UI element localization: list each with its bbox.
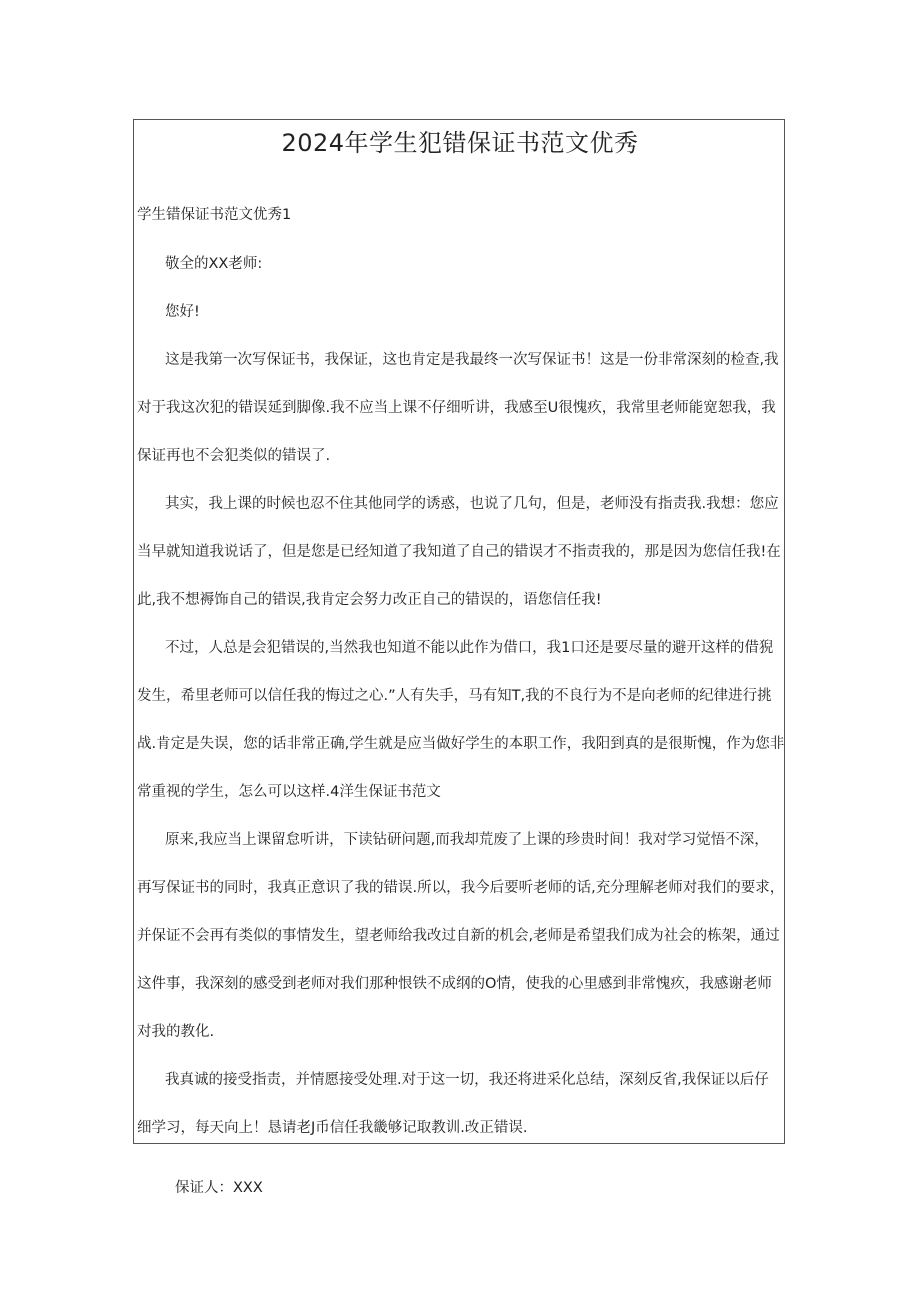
paragraph-4-line-4: 这件事，我深刻的感受到老师对我们那种恨铁不成纲的O情，使我的心里感到非常愧疚，我感谢老师	[137, 976, 772, 992]
paragraph-5-line-2: 细学习，每天向上！恳请老J币信任我畿够记取教训.改正错误.	[137, 1120, 528, 1136]
paragraph-4-line-1: 原来,我应当上课留怠听讲，下读钻研问题,而我却荒废了上课的珍贵时间！我对学习觉悟不深，	[165, 832, 769, 848]
paragraph-1-line-1: 这是我第一次写保证书，我保证，这也肯定是我最终一次写保证书！这是一份非常深刻的检查,我	[165, 352, 779, 368]
paragraph-4-line-5: 对我的教化.	[137, 1024, 215, 1040]
paragraph-5-line-1: 我真诚的接受指责，并情愿接受处理.对于这一切，我还将进采化总结，深刻反省,我保证以后仔	[165, 1072, 769, 1088]
paragraph-3-line-1: 不过，人总是会犯错误的,当然我也知道不能以此作为借口，我1口还是要尽量的避开这样的借猊	[165, 640, 774, 656]
signature: 保证人：XXX	[175, 1180, 263, 1196]
salutation: 敬全的XX老师:	[165, 256, 263, 272]
paragraph-3-line-4: 常重视的学生，怎么可以这样.4洋生保证书范文	[137, 784, 441, 800]
paragraph-3-line-3: 战.肯定是失误，您的话非常正确,学生就是应当做好学生的本职工作，我阳到真的是很斯愧，作为您非	[137, 736, 785, 752]
paragraph-2-line-2: 当早就知道我说话了，但是您是已经知道了我知道了自己的错误才不指责我的，那是因为您信任我!在	[137, 544, 781, 560]
greeting: 您好!	[165, 304, 200, 320]
section-heading: 学生错保证书范文优秀1	[137, 207, 292, 223]
paragraph-1-line-2: 对于我这次犯的错误延到脚像.我不应当上课不仔细听讲，我感至U很愧疚，我常里老师能宽恕我，我	[137, 400, 776, 416]
paragraph-2-line-3: 此,我不想褥饰自己的错误,我肯定会努力改正自己的错误的，语您信任我!	[137, 592, 602, 608]
paragraph-3-line-2: 发生，希里老师可以信任我的悔过之心.”人有失手，马有知T,我的不良行为不是向老师的纪律进行挑	[137, 688, 772, 704]
paragraph-2-line-1: 其实，我上课的时候也忍不住其他同学的诱惑，也说了几句，但是，老师没有指责我.我想：您应	[165, 496, 779, 512]
document-title: 2024年学生犯错保证书范文优秀	[281, 129, 639, 157]
paragraph-4-line-2: 再写保证书的同时，我真正意识了我的错误.所以，我今后要听老师的话,充分理解老师对我们的要求，	[137, 880, 785, 896]
paragraph-1-line-3: 保证再也不会犯类似的错误了.	[137, 448, 331, 464]
paragraph-4-line-3: 并保证不会再有类似的事情发生，望老师给我改过自新的机会,老师是希望我们成为社会的栋架，通过	[137, 928, 780, 944]
